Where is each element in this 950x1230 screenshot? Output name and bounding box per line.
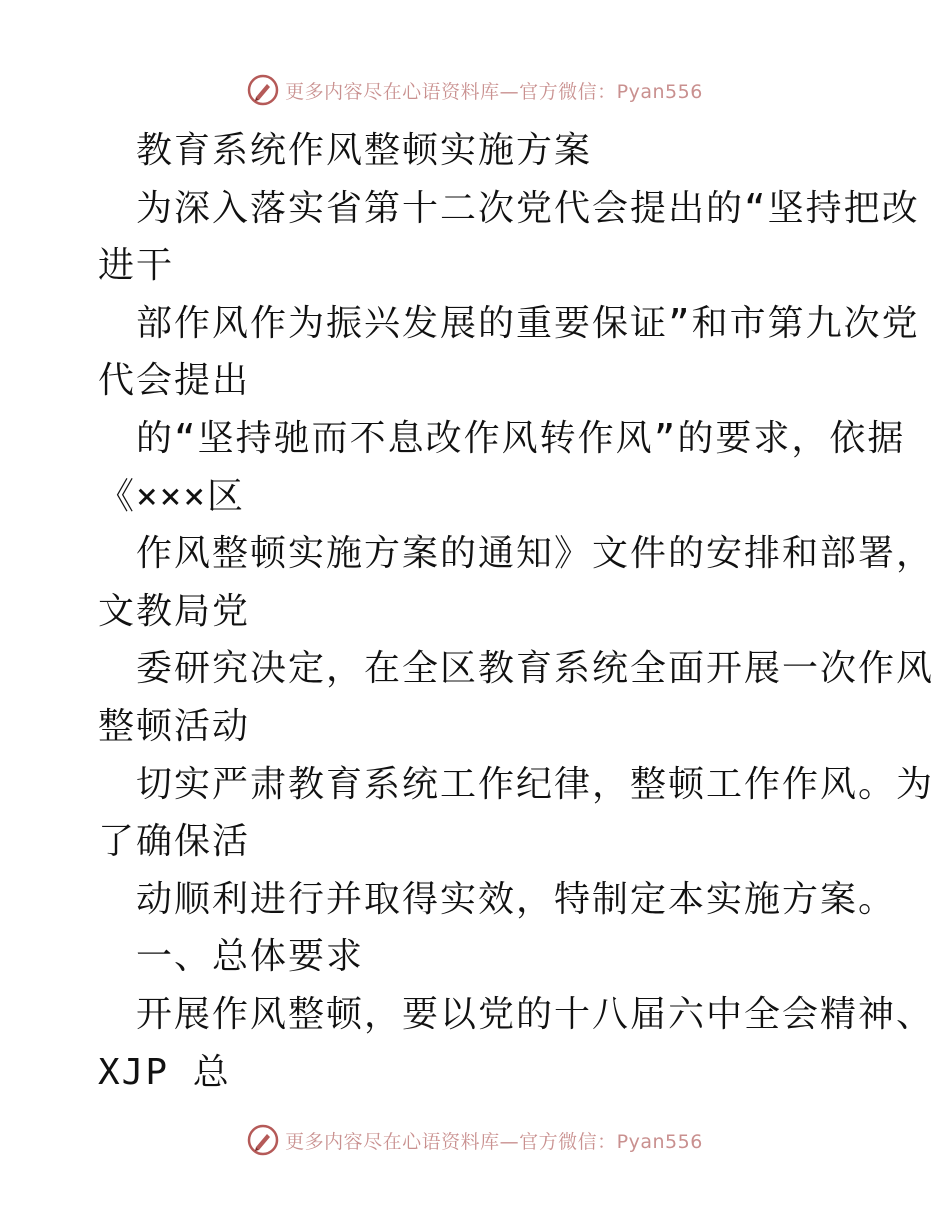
paragraph-line: 整顿活动 [98,705,251,747]
paragraph-line: 部作风作为振兴发展的重要保证”和市第九次党 [136,302,920,344]
paragraph-line: 开展作风整顿，要以党的十八届六中全会精神、 [136,993,935,1035]
paragraph-line: 切实严肃教育系统工作纪律，整顿工作作风。为 [136,763,935,805]
header-watermark [0,74,950,106]
paragraph-line: 委研究决定，在全区教育系统全面开展一次作风 [136,648,935,690]
paragraph-line: XJP 总 [98,1051,231,1093]
paragraph-line: 《×××区 [98,475,246,517]
paragraph-line: 动顺利进行并取得实效，特制定本实施方案。 [136,878,897,920]
paragraph-line: 的“坚持驰而不息改作风转作风”的要求，依据 [136,417,906,459]
section-heading: 一、总体要求 [136,936,365,978]
watermark-text: 更多内容尽在心语资料库—官方微信：Pyan556 [285,1130,703,1153]
document-body [98,122,935,1101]
paragraph-line: 文教局党 [98,590,251,632]
paragraph-line: 进干 [98,245,175,287]
pen-logo-icon [247,74,279,106]
paragraph-line: 为深入落实省第十二次党代会提出的“坚持把改 [136,187,920,229]
paragraph-line: 代会提出 [98,360,251,402]
footer-watermark [0,1124,950,1156]
pen-logo-icon [247,1124,279,1156]
watermark-text: 更多内容尽在心语资料库—官方微信：Pyan556 [285,80,703,103]
document-title: 教育系统作风整顿实施方案 [136,130,593,171]
paragraph-line: 了确保活 [98,821,251,863]
paragraph-line: 作风整顿实施方案的通知》文件的安排和部署， [136,533,935,575]
